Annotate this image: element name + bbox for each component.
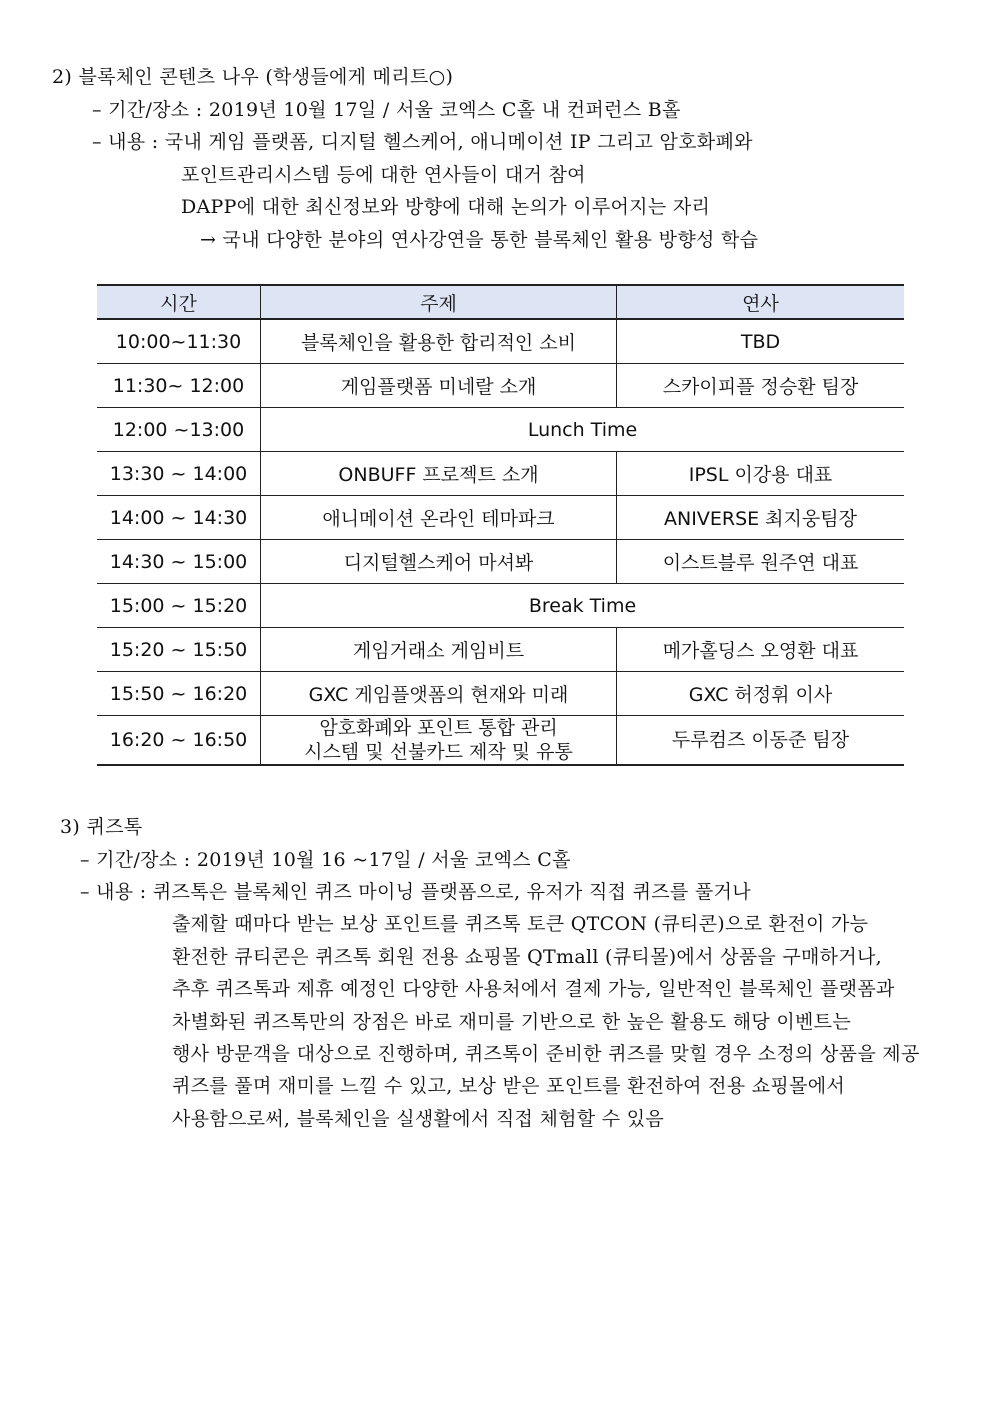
- cell-speaker: TBD: [617, 319, 905, 364]
- section-3-content-line: – 내용 : 퀴즈톡은 블록체인 퀴즈 마이닝 플랫폼으로, 유저가 직접 퀴즈를 풀거나: [80, 881, 751, 903]
- table-row: [97, 452, 904, 496]
- cell-topic: ONBUFF 프로젝트 소개: [261, 452, 617, 496]
- header-time: 시간: [97, 285, 261, 319]
- cell-time: 15:20 ~ 15:50: [97, 628, 261, 672]
- section-2-title: 2) 블록체인 콘텐츠 나우 (학생들에게 메리트○): [52, 66, 454, 88]
- section-2-content-line: → 국내 다양한 분야의 연사강연을 통한 블록체인 활용 방향성 학습: [200, 229, 759, 251]
- section-3-content-line: 행사 방문객을 대상으로 진행하며, 퀴즈톡이 준비한 퀴즈를 맞힐 경우 소정의 상품을 제공: [172, 1043, 920, 1065]
- cell-topic: 블록체인을 활용한 합리적인 소비: [261, 319, 617, 364]
- cell-speaker: 메가홀딩스 오영환 대표: [617, 628, 905, 672]
- section-3-content-line: 차별화된 퀴즈톡만의 장점은 바로 재미를 기반으로 한 높은 활용도 해당 이벤트는: [172, 1011, 851, 1033]
- cell-break: Break Time: [261, 584, 905, 628]
- cell-topic: 게임거래소 게임비트: [261, 628, 617, 672]
- section-3-content-line: 환전한 큐티콘은 퀴즈톡 회원 전용 쇼핑몰 QTmall (큐티몰)에서 상품을 구매하거나,: [172, 946, 882, 968]
- section-3-content-line: 추후 퀴즈톡과 제휴 예정인 다양한 사용처에서 결제 가능, 일반적인 블록체인 플랫폼과: [172, 978, 895, 1000]
- section-2-content-line: 포인트관리시스템 등에 대한 연사들이 대거 참여: [181, 164, 586, 186]
- cell-time: 10:00~11:30: [97, 319, 261, 364]
- cell-topic: 디지털헬스케어 마셔봐: [261, 540, 617, 584]
- cell-speaker: 스카이피플 정승환 팀장: [617, 364, 905, 408]
- cell-topic: [261, 716, 617, 766]
- cell-time: 15:00 ~ 15:20: [97, 584, 261, 628]
- cell-topic: 게임플랫폼 미네랄 소개: [261, 364, 617, 408]
- cell-speaker: 이스트블루 원주연 대표: [617, 540, 905, 584]
- table-row: [97, 319, 904, 364]
- cell-speaker: GXC 허정휘 이사: [617, 672, 905, 716]
- table-header-row: [97, 285, 904, 319]
- cell-speaker: IPSL 이강용 대표: [617, 452, 905, 496]
- section-3-content-line: 출제할 때마다 받는 보상 포인트를 퀴즈톡 토큰 QTCON (큐티콘)으로 환전이 가능: [172, 913, 869, 935]
- cell-time: 16:20 ~ 16:50: [97, 716, 261, 766]
- cell-speaker: 두루컴즈 이동준 팀장: [617, 716, 905, 766]
- section-3-title: 3) 퀴즈톡: [60, 816, 143, 838]
- table-row: [97, 364, 904, 408]
- table-row: [97, 408, 904, 452]
- cell-topic-line: 시스템 및 선불카드 제작 및 유통: [304, 741, 573, 763]
- table-row: [97, 496, 904, 540]
- table-row: [97, 584, 904, 628]
- header-speaker: 연사: [617, 285, 905, 319]
- schedule-table: [97, 284, 904, 766]
- section-3-content-line: 퀴즈를 풀며 재미를 느낄 수 있고, 보상 받은 포인트를 환전하여 전용 쇼핑몰에서: [172, 1075, 846, 1097]
- cell-time: 13:30 ~ 14:00: [97, 452, 261, 496]
- cell-break: Lunch Time: [261, 408, 905, 452]
- table-row: [97, 628, 904, 672]
- section-2-content-line: DAPP에 대한 최신정보와 방향에 대해 논의가 이루어지는 자리: [181, 196, 711, 218]
- section-3-period: – 기간/장소 : 2019년 10월 16 ~17일 / 서울 코엑스 C홀: [80, 849, 571, 871]
- section-2-period: – 기간/장소 : 2019년 10월 17일 / 서울 코엑스 C홀 내 컨퍼런스 B홀: [92, 99, 681, 121]
- section-2-content-line: – 내용 : 국내 게임 플랫폼, 디지털 헬스케어, 애니메이션 IP 그리고 암호화폐와: [92, 131, 753, 153]
- cell-time: 15:50 ~ 16:20: [97, 672, 261, 716]
- cell-topic-line: 암호화폐와 포인트 통합 관리: [319, 717, 558, 739]
- cell-time: 12:00 ~13:00: [97, 408, 261, 452]
- cell-time: 11:30~ 12:00: [97, 364, 261, 408]
- cell-time: 14:30 ~ 15:00: [97, 540, 261, 584]
- section-3-content-line: 사용함으로써, 블록체인을 실생활에서 직접 체험할 수 있음: [172, 1108, 665, 1130]
- cell-speaker: ANIVERSE 최지웅팀장: [617, 496, 905, 540]
- header-topic: 주제: [261, 285, 617, 319]
- cell-topic: GXC 게임플앳폼의 현재와 미래: [261, 672, 617, 716]
- table-row: [97, 672, 904, 716]
- cell-topic: 애니메이션 온라인 테마파크: [261, 496, 617, 540]
- cell-time: 14:00 ~ 14:30: [97, 496, 261, 540]
- table-row: [97, 716, 904, 766]
- table-row: [97, 540, 904, 584]
